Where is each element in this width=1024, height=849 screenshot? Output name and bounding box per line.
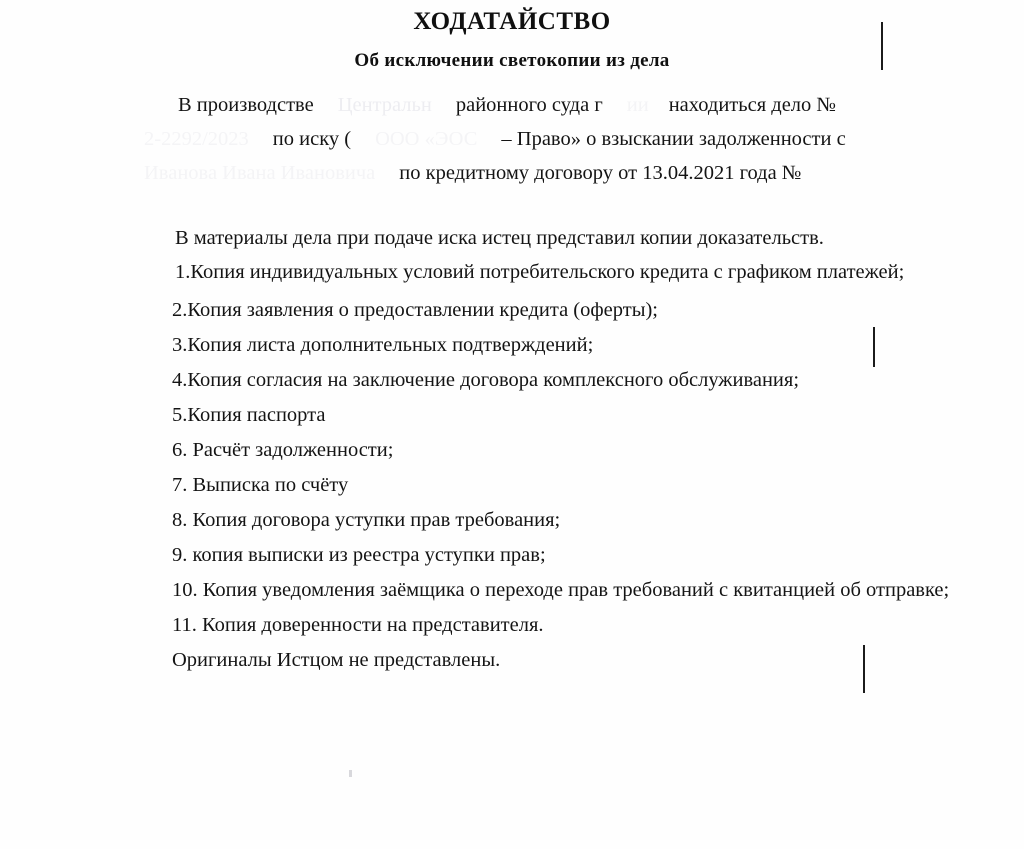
intro-line-1-text-a: В производстве	[178, 94, 314, 116]
evidence-item-7: 7. Выписка по счёту	[172, 474, 349, 496]
redacted-defendant-name: Иванова Ивана Ивановича	[144, 162, 376, 184]
body-closing-statement: Оригиналы Истцом не представлены.	[172, 649, 501, 671]
intro-line-1-text-c: находиться дело №	[668, 94, 836, 116]
scan-artifact-mark-top	[881, 22, 883, 70]
evidence-item-5: 5.Копия паспорта	[172, 404, 326, 426]
intro-line-2-text-a: по иску (	[272, 128, 352, 150]
intro-line-3-text-a: по кредитному договору от 13.04.2021 года №	[399, 162, 802, 184]
intro-line-2	[120, 122, 972, 156]
scan-artifact-mark-middle	[873, 327, 875, 367]
body-lead-paragraph: В материалы дела при подаче иска истец представил копии доказательств.	[175, 227, 824, 249]
intro-line-3	[120, 156, 972, 190]
redacted-case-number: 2-2292/2023	[144, 128, 249, 150]
scan-artifact-speck	[349, 770, 352, 777]
scan-artifact-mark-bottom	[863, 645, 865, 693]
evidence-item-9: 9. копия выписки из реестра уступки прав;	[172, 544, 546, 566]
evidence-item-10: 10. Копия уведомления заёмщика о переходе прав требований с квитанцией об отправке;	[172, 579, 950, 601]
document-title: ХОДАТАЙСТВО	[413, 8, 611, 35]
redacted-court-name: Центральн	[337, 94, 432, 116]
evidence-item-2: 2.Копия заявления о предоставлении кредита (оферты);	[172, 299, 658, 321]
evidence-item-3: 3.Копия листа дополнительных подтверждений;	[172, 334, 594, 356]
evidence-item-1: 1.Копия индивидуальных условий потребительского кредита с графиком платежей;	[175, 260, 905, 283]
intro-line-1	[120, 88, 972, 122]
intro-paragraph	[120, 88, 972, 190]
intro-line-2-text-b: – Право» о взыскании задолженности с	[501, 128, 846, 150]
evidence-item-11: 11. Копия доверенности на представителя.	[172, 614, 544, 636]
document-subtitle: Об исключении светокопии из дела	[354, 50, 670, 71]
evidence-item-4: 4.Копия согласия на заключение договора комплексного обслуживания;	[172, 369, 800, 391]
intro-line-1-text-b: районного суда г	[455, 94, 603, 116]
redacted-city-name: ии	[626, 94, 649, 116]
evidence-item-6: 6. Расчёт задолженности;	[172, 439, 394, 461]
redacted-plaintiff-name: ООО «ЭОС	[375, 128, 478, 150]
evidence-item-8: 8. Копия договора уступки прав требования;	[172, 509, 561, 531]
document-body	[120, 222, 972, 678]
